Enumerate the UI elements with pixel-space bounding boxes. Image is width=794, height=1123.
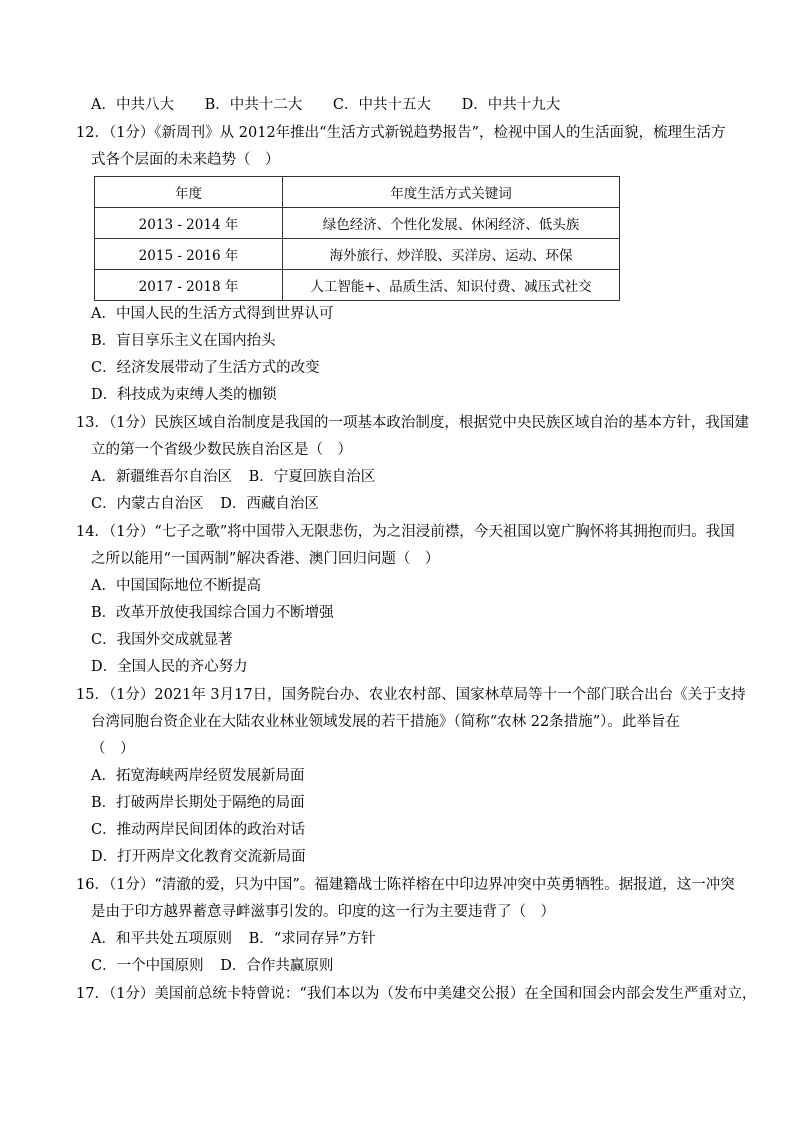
q15-option-b: B．打破两岸长期处于隔绝的局面 — [91, 795, 305, 811]
table-header-keywords: 年度生活方式关键词 — [283, 177, 620, 208]
table-cell-keywords: 海外旅行、炒洋股、买洋房、运动、环保 — [283, 239, 620, 270]
q14-option-d: D．全国人民的齐心努力 — [91, 659, 248, 675]
q13-options-row1 — [91, 467, 375, 487]
q16-option-a: A．和平共处五项原则 — [91, 931, 232, 947]
q13-stem-line2: 立的第一个省级少数民族自治区是（ ） — [91, 442, 352, 458]
q11-option-d: D．中共十九大 — [461, 97, 561, 113]
q13-options-row2 — [91, 494, 319, 514]
q16-option-b: B．“求同存异”方针 — [248, 931, 376, 947]
q12-keyword-table — [94, 176, 620, 301]
q16-stem-line1: 16．（1分）“清澈的爱，只为中国”。福建籍战士陈祥榕在中印边界冲突中英勇牺牲。据报道，这一冲突 — [76, 877, 735, 893]
q13-option-d: D．西藏自治区 — [220, 496, 319, 512]
table-row — [95, 270, 620, 301]
q16-stem-line2: 是由于印方越界蓄意寻衅滋事引发的。印度的这一行为主要违背了（ ） — [91, 904, 555, 920]
q15-option-d: D．打开两岸文化教育交流新局面 — [91, 849, 306, 865]
q12-stem-line2: 式各个层面的未来趋势（ ） — [91, 152, 280, 168]
q13-stem-line1: 13．（1分）民族区域自治制度是我国的一项基本政治制度，根据党中央民族区域自治的基本方针，我国建 — [76, 415, 749, 431]
q14-option-b: B．改革开放使我国综合国力不断增强 — [91, 605, 334, 621]
q12-stem-line1: 12．（1分）《新周刊》从 2012年推出“生活方式新锐趋势报告”，检视中国人的生活面貌，梳理生活方 — [76, 125, 726, 141]
q13-option-c: C．内蒙古自治区 — [91, 496, 204, 512]
q16-options-row2 — [91, 956, 333, 976]
q11-option-a: A．中共八大 — [91, 97, 174, 113]
table-cell-keywords: 人工智能+、品质生活、知识付费、减压式社交 — [283, 270, 620, 301]
table-row — [95, 239, 620, 270]
q12-option-b: B．盲目享乐主义在国内抬头 — [91, 333, 276, 349]
q16-option-d: D．合作共赢原则 — [220, 958, 334, 974]
q15-stem-line3: （ ） — [91, 741, 135, 757]
q15-option-a: A．拓宽海峡两岸经贸发展新局面 — [91, 768, 305, 784]
table-cell-year: 2015 - 2016 年 — [95, 239, 283, 270]
q14-stem-line1: 14．（1分）“七子之歌”将中国带入无限悲伤，为之泪浸前襟，今天祖国以宽广胸怀将其拥抱而归。我国 — [76, 524, 735, 540]
table-cell-year: 2013 - 2014 年 — [95, 208, 283, 239]
table-row — [95, 208, 620, 239]
q13-option-a: A．新疆维吾尔自治区 — [91, 469, 232, 485]
q14-stem-line2: 之所以能用“一国两制”解决香港、澳门回归问题（ ） — [91, 551, 440, 567]
q11-option-b: B．中共十二大 — [204, 97, 303, 113]
q11-options — [91, 95, 560, 115]
q15-option-c: C．推动两岸民间团体的政治对话 — [91, 822, 306, 838]
q12-option-a: A．中国人民的生活方式得到世界认可 — [91, 306, 334, 322]
table-header-row — [95, 177, 620, 208]
q15-stem-line1: 15．（1分）2021年 3月17日，国务院台办、农业农村部、国家林草局等十一个部门联合出台《关于支持 — [76, 687, 746, 703]
table-cell-keywords: 绿色经济、个性化发展、休闲经济、低头族 — [283, 208, 620, 239]
q12-option-d: D．科技成为束缚人类的枷锁 — [91, 387, 277, 403]
q14-option-c: C．我国外交成就显著 — [91, 632, 233, 648]
q16-option-c: C．一个中国原则 — [91, 958, 204, 974]
q15-stem-line2: 台湾同胞台资企业在大陆农业林业领域发展的若干措施》（简称“农林 22条措施”）。此举旨在 — [91, 714, 680, 730]
q14-option-a: A．中国国际地位不断提高 — [91, 578, 261, 594]
q12-option-c: C．经济发展带动了生活方式的改变 — [91, 360, 320, 376]
q16-options-row1 — [91, 929, 376, 949]
q13-option-b: B．宁夏回族自治区 — [248, 469, 376, 485]
q17-stem-line1: 17．（1分）美国前总统卡特曾说：“我们本以为（发布中美建交公报）在全国和国会内部会发生严重对立， — [76, 986, 757, 1002]
table-header-year: 年度 — [95, 177, 283, 208]
q11-option-c: C．中共十五大 — [332, 97, 431, 113]
table-cell-year: 2017 - 2018 年 — [95, 270, 283, 301]
